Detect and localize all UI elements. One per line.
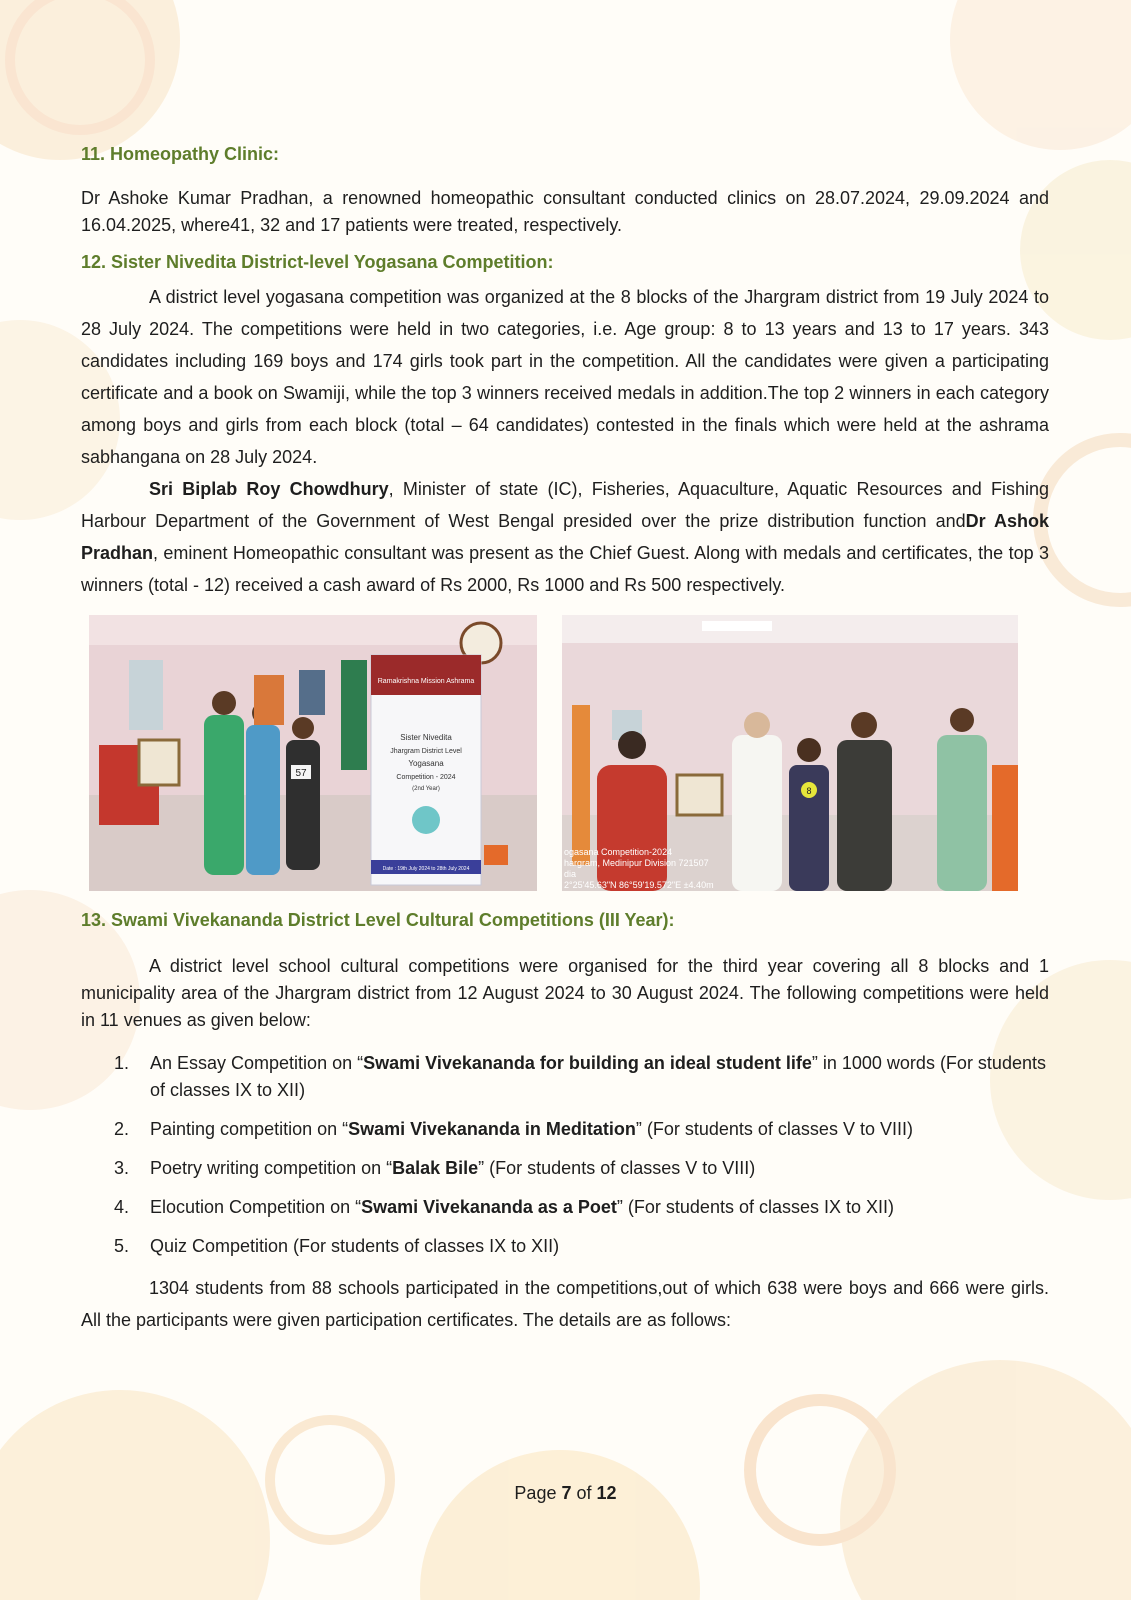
list-item: 3. Poetry writing competition on “Balak Bile” (For students of classes V to VIII) [114,1158,756,1178]
cultural-closing-paragraph: 1304 students from 88 schools participated in the competitions,out of which 638 were boys and 666 were girls. All the participants were given participation certificates. The details are as follows: [81,1278,1049,1330]
photo-caption-3: dia [564,869,577,879]
banner-line-4: Competition - 2024 [396,774,456,781]
page-number: Page 7 of 12 [514,1483,617,1503]
bib-number: 8 [806,786,812,796]
banner-line-1: Sister Nivedita [400,733,452,742]
list-item: 1. An Essay Competition on “Swami Vivekananda for building an ideal student life” in 1000 words (For students of classes IX to XII) [114,1053,1046,1100]
banner-line-3: Yogasana [408,759,444,768]
minister-name: Sri Biplab Roy Chowdhury [149,479,389,499]
section-heading-yogasana: 12. Sister Nivedita District-level Yogasana Competition: [81,252,554,272]
cultural-intro-paragraph: A district level school cultural competitions were organised for the third year covering all 8 blocks and 1 municipality area of the Jhargram district from 12 August 2024 to 30 August 2024. The following competitions were held in 11 venues as given below: [81,956,1049,1030]
banner-line-2: Jhargram District Level [390,748,462,755]
list-item: 5. Quiz Competition (For students of classes IX to XII) [114,1236,560,1256]
list-item: 2. Painting competition on “Swami Vivekananda in Meditation” (For students of classes V to VIII) [114,1119,913,1139]
photo-caption-2: hargram, Medinipur Division 721507 [564,858,709,868]
main-content [81,140,1049,1336]
section-heading-cultural: 13. Swami Vivekananda District Level Cultural Competitions (III Year): [81,910,675,930]
yogasana-paragraph-1: A district level yogasana competition was organized at the 8 blocks of the Jhargram district from 19 July 2024 to 28 July 2024. The competitions were held in two categories, i.e. Age group: 8 to 13 years and 13 to 17 years. 343 candidates including 169 boys and 174 girls took part in the competition. All the candidates were given a participating certificate and a book on Swamiji, while the top 3 winners received medals in addition.The top 2 winners in each category among boys and girls from each block (total – 64 candidates) contested in the finals which were held at the ashrama sabhangana on 28 July 2024. [81,287,1049,467]
photo-prize-distribution [562,615,1018,891]
photo-caption-1: ogasana Competition-2024 [564,847,673,857]
banner-line-5: (2nd Year) [412,786,440,792]
list-item: 4. Elocution Competition on “Swami Vivekananda as a Poet” (For students of classes IX to XII) [114,1197,895,1217]
homeopathy-paragraph: Dr Ashoke Kumar Pradhan, a renowned homeopathic consultant conducted clinics on 28.07.2024, 29.09.2024 and 16.04.2025, where41, 32 and 17 patients were treated, respectively. [81,188,1049,235]
banner-org: Ramakrishna Mission Ashrama [377,678,475,685]
photo-caption-4: 2°25'45.63"N 86°59'19.572"E ±4.40m [564,880,714,890]
minister-details: , Minister of state (IC), Fisheries, Aquaculture, Aquatic Resources and Fishing Harbour Department of the Government of West Bengal presided over the prize distribution function and [81,479,1049,531]
photo-yogasana-winners [89,615,537,891]
award-details: , eminent Homeopathic consultant was present as the Chief Guest. Along with medals and certificates, the top 3 winners (total - 12) received a cash award of Rs 2000, Rs 1000 and Rs 500 respectively. [81,543,1049,595]
yogasana-paragraph-2 [81,473,1049,601]
yogasana-photos [81,615,1049,900]
competition-list [81,1050,1049,1260]
section-heading-homeopathy: 11. Homeopathy Clinic: [81,144,280,164]
banner-date: Date : 19th July 2024 to 28th July 2024 [382,866,470,872]
bib-number: 57 [295,768,307,779]
chief-guest-name: Dr Ashok Pradhan [81,511,1049,563]
